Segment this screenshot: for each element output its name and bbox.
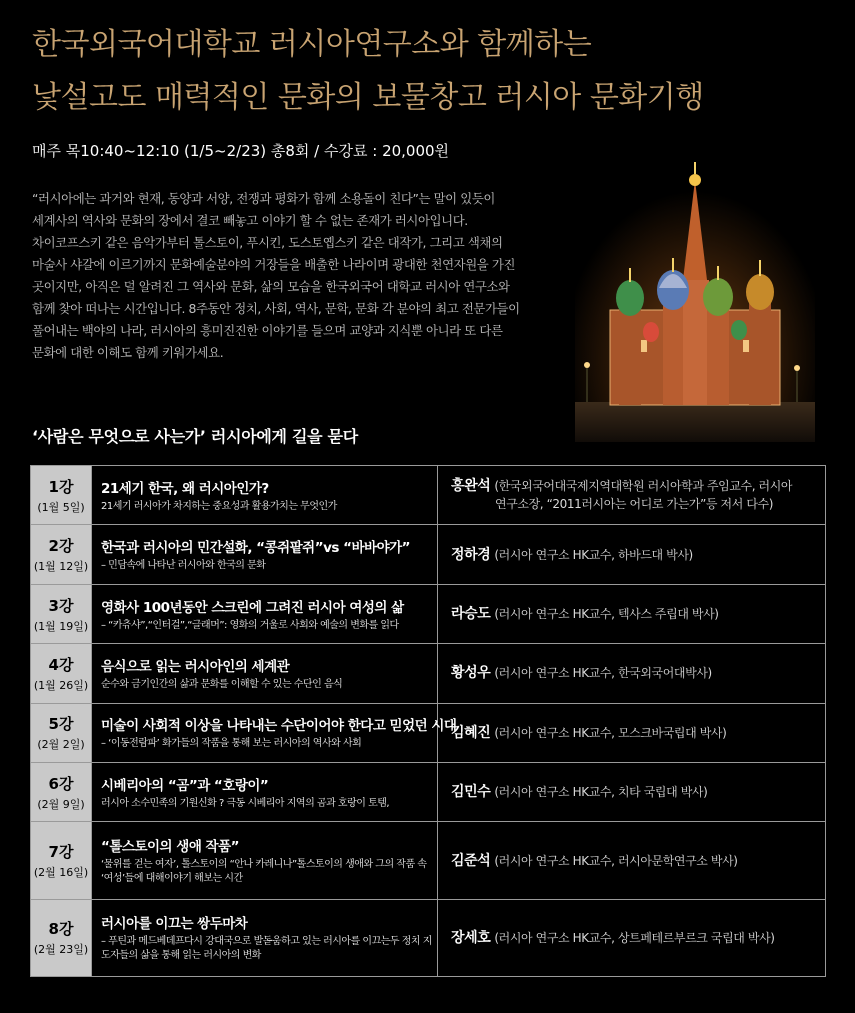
intro-line: 차이코프스키 같은 음악가부터 톨스토이, 푸시킨, 도스토옙스키 같은 대작가, 그리고 색채의	[32, 235, 503, 250]
lecture-topic-cell	[92, 466, 438, 525]
lecturer-info: (러시아 연구소 HK교수, 모스크바국립대 박사)	[494, 725, 727, 740]
table-row	[31, 584, 826, 643]
lecturer-info: (러시아 연구소 HK교수, 상트페테르부르크 국립대 박사)	[494, 930, 775, 945]
lecture-number: 8강	[48, 920, 74, 939]
lecture-number-cell	[31, 763, 92, 822]
intro-line: 세계사의 역사와 문화의 장에서 결코 빼놓고 이야기 할 수 없는 존재가 러시아입니다.	[32, 213, 468, 228]
lecture-number: 7강	[48, 843, 74, 862]
table-row	[31, 763, 826, 822]
lecture-number-cell	[31, 822, 92, 899]
lecture-topic-cell	[92, 525, 438, 584]
table-row	[31, 644, 826, 703]
lecturer-cell	[438, 525, 826, 584]
lecturer-name: 장세호	[451, 929, 491, 946]
lecture-topic-cell	[92, 822, 438, 899]
lecturer-info-continued: 연구소장, “2011러시아는 어디로 가는가”등 저서 다수)	[495, 497, 773, 512]
lecture-date: (1월 12일)	[33, 560, 89, 574]
lecture-topic-cell	[92, 703, 457, 762]
table-row	[31, 703, 826, 762]
lecturer-info: (러시아 연구소 HK교수, 텍사스 주립대 박사)	[494, 607, 719, 622]
lecture-number-cell	[31, 466, 92, 525]
lecture-table	[30, 465, 826, 977]
lecture-number-cell	[31, 584, 92, 643]
lecture-subtitle: – ‘이동전람파’ 화가들의 작품을 통해 보는 러시아의 역사와 사회	[101, 738, 362, 750]
lecture-title: 음식으로 읽는 러시아인의 세계관	[101, 658, 290, 675]
lecture-subtitle: – “카츄샤”,“인터걸”,“글래머”: 영화의 거울로 사회와 예술의 변화를 읽다	[101, 619, 399, 631]
table-row	[31, 899, 826, 976]
lecturer-info: (러시아 연구소 HK교수, 러시아문학연구소 박사)	[494, 853, 738, 868]
schedule-info: 매주 목10:40~12:10 (1/5~2/23) 총8회 / 수강료 : 20,000원	[32, 142, 450, 160]
lecturer-name: 홍완석	[451, 478, 491, 495]
lecture-date: (2월 9일)	[37, 797, 85, 811]
lecturer-cell	[438, 584, 826, 643]
lecturer-info: (러시아 연구소 HK교수, 하바드대 박사)	[494, 547, 693, 562]
intro-line: 함께 찾아 떠나는 시간입니다. 8주동안 정치, 사회, 역사, 문학, 문화 각 분야의 최고 전문가들이	[32, 301, 520, 316]
intro-line: “러시아에는 과거와 현재, 동양과 서양, 전쟁과 평화가 함께 소용돌이 친다”는 말이 있듯이	[32, 191, 495, 206]
lecture-subtitle: – 민담속에 나타난 러시아와 한국의 문화	[101, 560, 266, 572]
lecturer-cell	[438, 763, 826, 822]
lecturer-info: (러시아 연구소 HK교수, 한국외국어대박사)	[494, 666, 712, 681]
lecture-title: 러시아를 이끄는 쌍두마차	[101, 916, 248, 933]
intro-line: 풀어내는 백야의 나라, 러시아의 흥미진진한 이야기를 들으며 교양과 지식뿐 아니라 또 다른	[32, 323, 503, 338]
lecture-date: (2월 2일)	[37, 738, 85, 752]
lecture-subtitle: 순수와 금기인간의 삶과 문화를 이해할 수 있는 수단인 음식	[101, 678, 343, 690]
lecture-topic-cell	[92, 763, 438, 822]
lecture-number-cell	[31, 899, 92, 976]
lecturer-name: 김혜진	[451, 724, 491, 741]
intro-text	[32, 188, 547, 364]
lecture-title: 21세기 한국, 왜 러시아인가?	[101, 480, 269, 497]
lecture-title: 시베리아의 “곰”과 “호랑이”	[101, 777, 269, 794]
table-row	[31, 525, 826, 584]
lecture-subtitle: ‘물위를 걷는 여자’, 톨스토이의 “안나 카레니나”톨스토이의 생애와 그의 작품 속 ‘여성’들에 대해이야기 해보는 시간	[101, 859, 427, 885]
lecture-topic-cell	[92, 584, 438, 643]
lecture-title: “톨스토이의 생애 작품”	[101, 839, 240, 856]
lecture-date: (2월 23일)	[33, 943, 89, 957]
lecturer-name: 황성우	[451, 665, 491, 682]
lecture-number: 6강	[48, 774, 74, 793]
lecture-title: 미술이 사회적 이상을 나타내는 수단이어야 한다고 믿었던 시대	[101, 718, 457, 735]
table-row	[31, 466, 826, 525]
lecturer-info: (러시아 연구소 HK교수, 치타 국립대 박사)	[494, 785, 708, 800]
lecture-subtitle: 러시아 소수민족의 기원신화 ? 극동 시베리아 지역의 곰과 호랑이 토템,	[101, 797, 390, 809]
lecture-title: 한국과 러시아의 민간설화, “콩쥐팥쥐”vs “바바야가”	[101, 540, 411, 557]
lecturer-name: 김민수	[451, 784, 491, 801]
lecturer-name: 김준석	[451, 852, 491, 869]
lecture-number-cell	[31, 703, 92, 762]
lecture-number: 2강	[48, 537, 74, 556]
lecturer-cell	[438, 899, 826, 976]
lecture-date: (2월 16일)	[33, 866, 89, 880]
section-title: ‘사람은 무엇으로 사는가’ 러시아에게 길을 묻다	[32, 427, 358, 446]
lecture-number: 5강	[48, 715, 74, 734]
lecture-date: (1월 19일)	[33, 619, 89, 633]
lecturer-name: 정하경	[451, 546, 491, 563]
lecture-subtitle: 21세기 러시아가 차지하는 중요성과 활용가치는 무엇인가	[101, 500, 337, 512]
lecture-number-cell	[31, 525, 92, 584]
lecture-number: 4강	[48, 655, 74, 674]
intro-line: 마술사 샤갈에 이르기까지 문화예술분야의 거장들을 배출한 나라이며 광대한 천연자원을 가진	[32, 257, 516, 272]
lecture-number: 3강	[48, 596, 74, 615]
lecturer-name: 라승도	[451, 606, 491, 623]
page-subtitle: 낯설고도 매력적인 문화의 보물창고 러시아 문화기행	[32, 80, 704, 115]
page-title: 한국외국어대학교 러시아연구소와 함께하는	[32, 27, 592, 62]
lecture-date: (1월 5일)	[37, 500, 85, 514]
st-basils-cathedral-photo	[575, 140, 815, 442]
lecture-subtitle: – 푸틴과 메드베데프다시 강대국으로 발돋움하고 있는 러시아를 이끄는두 정치 지도자들의 삶을 통해 읽는 러시아의 변화	[101, 936, 432, 962]
lecture-topic-cell	[92, 899, 438, 976]
lecturer-cell	[438, 822, 826, 899]
lecturer-cell	[438, 703, 826, 762]
lecture-title: 영화사 100년동안 스크린에 그려진 러시아 여성의 삶	[101, 599, 404, 616]
lecturer-cell	[438, 466, 826, 525]
table-row	[31, 822, 826, 899]
intro-line: 곳이지만, 아직은 덜 알려진 그 역사와 문화, 삶의 모습을 한국외국어 대학교 러시아 연구소와	[32, 279, 510, 294]
lecture-number-cell	[31, 644, 92, 703]
intro-line: 문화에 대한 이해도 함께 키워가세요.	[32, 345, 224, 360]
lecture-number: 1강	[48, 477, 74, 496]
lecturer-cell	[438, 644, 826, 703]
lecture-topic-cell	[92, 644, 438, 703]
lecture-date: (1월 26일)	[33, 678, 89, 692]
lecturer-info: (한국외국어대국제지역대학원 러시아학과 주임교수, 러시아	[494, 479, 793, 494]
